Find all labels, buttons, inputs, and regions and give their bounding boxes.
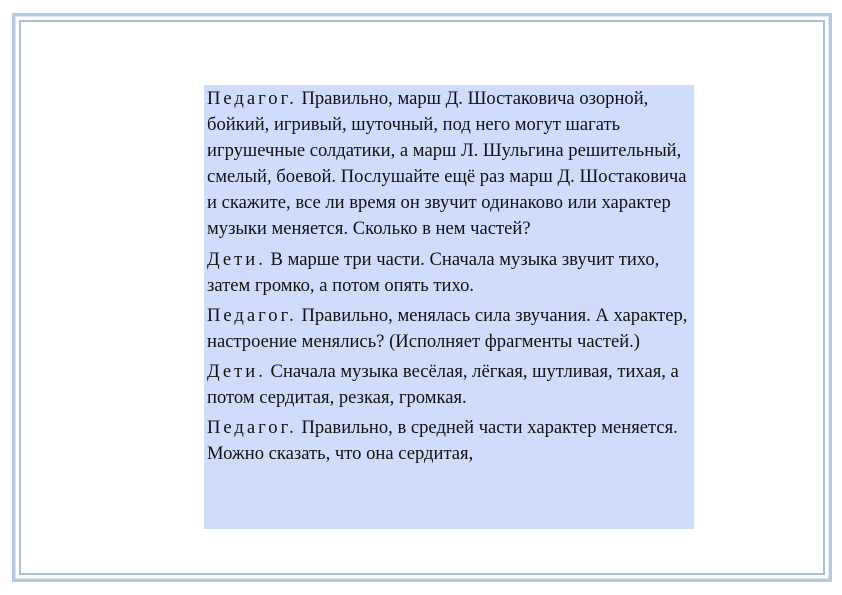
speaker-label: Педагог. (207, 417, 297, 439)
dialogue-paragraph-teacher (207, 415, 692, 467)
speaker-label: Педагог. (207, 88, 297, 109)
dialogue-text: Правильно, менялась сила звучания. А характер, настроение менялись? (Исполняет фрагменты частей.) (207, 304, 688, 352)
dialogue-paragraph-teacher (207, 303, 692, 355)
dialogue-text: Сначала музыка весёлая, лёгкая, шутливая, тихая, а потом сердитая, резкая, громкая. (207, 360, 679, 409)
speaker-label: Педагог. (207, 304, 297, 326)
dialogue-text: Правильно, марш Д. Шостаковича озорной, бойкий, игривый, шуточный, под него могут шагать игрушечные солдатики, а марш Л. Шульгина решительный, смелый, боевой. Послушайте ещё раз марш Д. Шостаковича и скажите, все ли время он звучит одинаково или характер музыки меняется. Сколько в нем частей? (207, 88, 687, 240)
dialogue-paragraph-teacher (207, 86, 692, 243)
dialogue-paragraph-children (207, 359, 692, 411)
dialogue-paragraph-children (207, 247, 692, 299)
speaker-label: Дети. (207, 360, 266, 382)
dialogue-text: В марше три части. Сначала музыка звучит тихо, затем громко, а потом опять тихо. (207, 248, 660, 296)
dialogue-text: Правильно, в средней части характер меняется. Можно сказать, что она сердитая, (207, 417, 678, 465)
speaker-label: Дети. (207, 248, 266, 270)
dialogue-text-box (204, 85, 694, 529)
